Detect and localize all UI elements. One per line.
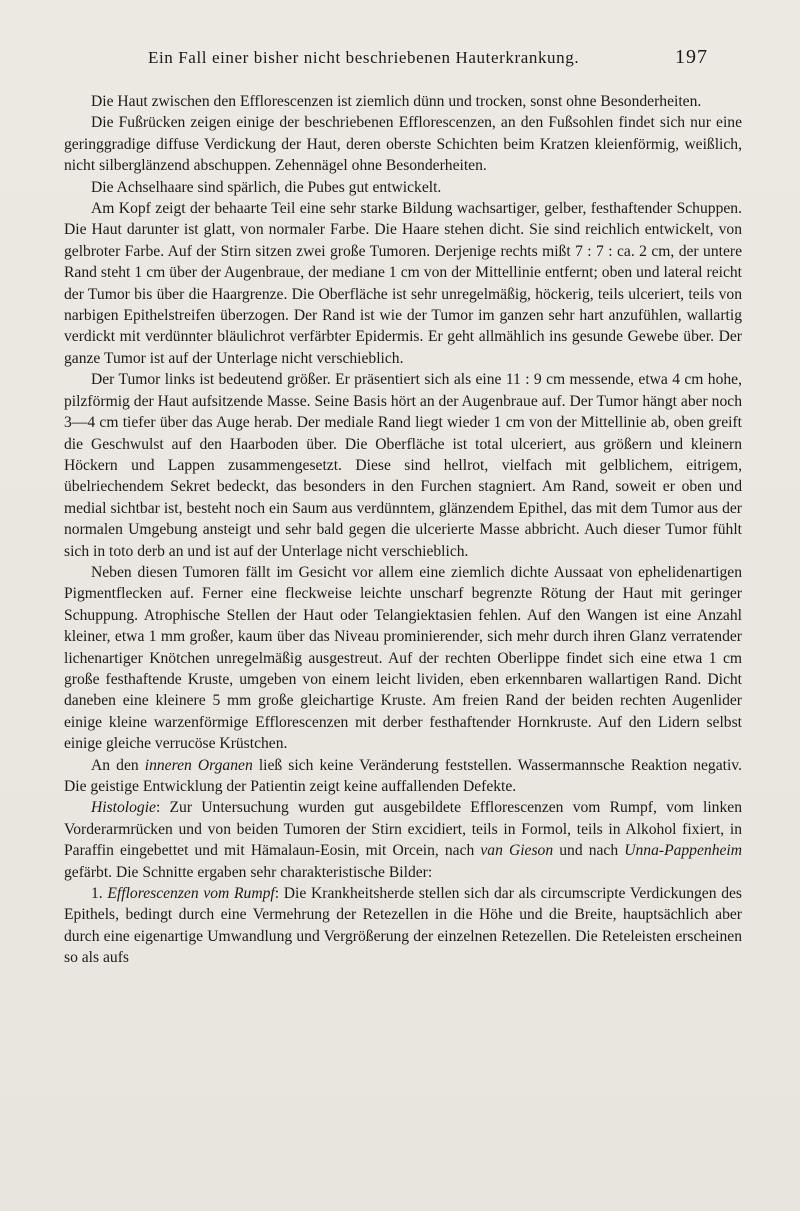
histology-label: Histologie xyxy=(91,799,156,817)
body-text xyxy=(64,91,742,969)
histology-ref-2: Unna-Pappenheim xyxy=(624,842,743,860)
histology-text-1: : Zur Untersuchung wurden gut ausgebildete Efflorescenzen vom Rumpf, vom linken Vorderarmrücken und von beiden Tumoren der Stirn excidiert, teils in Formol, teils in Alkohol fixiert, in Paraffin eingebettet und mit Hämalaun-Eosin, mit Orcein, nach xyxy=(64,799,742,860)
paragraph-left-tumor: Der Tumor links ist bedeutend größer. Er präsentiert sich als eine 11 : 9 cm messende, etwa 4 cm hohe, pilzförmig der Haut aufsitzende Masse. Seine Basis hört an der Augenbraue auf. Der Tumor hängt aber noch 3—4 cm tiefer über das Auge herab. Der mediale Rand liegt wieder 1 cm von der Mittellinie ab, oben greift die Geschwulst auf den Haarboden über. Die Oberfläche ist total ulceriert, aus größern und kleinern Höckern und Lappen zusammengesetzt. Diese sind hellrot, vielfach mit gelblichem, eitrigem, übelriechendem Sekret bedeckt, das besonders in den Furchen stagniert. Am Rand, soweit er oben und medial sichtbar ist, besteht noch ein Saum aus verdünntem, glänzendem Epithel, das mit dem Tumor aus der normalen Umgebung ansteigt und sehr bald gegen die ulcerierte Masse abbricht. Auch dieser Tumor fühlt sich in toto derb an und ist auf der Unterlage nicht verschieblich. xyxy=(64,371,742,560)
organs-before: An den xyxy=(91,756,145,774)
running-title: Ein Fall einer bisher nicht beschriebenen Hauterkrankung. xyxy=(148,48,580,67)
organs-emphasis: inneren Organen xyxy=(144,756,253,774)
running-head xyxy=(148,46,708,76)
paragraph-finding-1 xyxy=(64,883,742,969)
finding-text: : Die Krankheitsherde stellen sich dar als circumscripte Verdickungen des Epithels, bedingt durch eine Vermehrung der Retezellen in die Höhe und die Breite, hauptsächlich aber durch eine eigenartige Umwandlung und Vergrößerung der einzelnen Retezellen. Die Reteleisten erscheinen so als aufs xyxy=(64,885,742,967)
paragraph-skin: Die Haut zwischen den Efflorescenzen ist ziemlich dünn und trocken, sonst ohne Besonderheiten. xyxy=(91,93,702,110)
page-number: 197 xyxy=(675,46,708,68)
histology-text-2: und nach xyxy=(553,842,625,860)
paragraph-feet: Die Fußrücken zeigen einige der beschriebenen Efflorescenzen, an den Fußsohlen findet sich nur eine geringgradige diffuse Verdickung der Haut, deren oberste Schichten beim Kratzen kleienförmig, weißlich, nicht silberglänzend abschuppen. Zehennägel ohne Besonderheiten. xyxy=(64,114,742,175)
paragraph-head-tumors: Am Kopf zeigt der behaarte Teil eine sehr starke Bildung wachsartiger, gelber, festhaftender Schuppen. Die Haut darunter ist glatt, von normaler Farbe. Die Haare stehen dicht. Sie sind reichlich entwickelt, von gelbroter Farbe. Auf der Stirn sitzen zwei große Tumoren. Derjenige rechts mißt 7 : 7 : ca. 2 cm, der untere Rand steht 1 cm über der Augenbraue, der mediane 1 cm von der Mittellinie entfernt; oben und lateral reicht der Tumor bis über die Haargrenze. Die Oberfläche ist sehr unregelmäßig, höckerig, teils ulceriert, teils von narbigen Epithelstreifen überzogen. Der Rand ist wie der Tumor im ganzen sehr hart anzufühlen, wallartig verdickt mit verdünnter bläulichrot verfärbter Epidermis. Er geht allmählich ins gesunde Gewebe über. Der ganze Tumor ist auf der Unterlage nicht verschieblich. xyxy=(64,200,742,367)
histology-text-3: gefärbt. Die Schnitte ergaben sehr charakteristische Bilder: xyxy=(64,863,433,881)
paragraph-hair: Die Achselhaare sind spärlich, die Pubes gut entwickelt. xyxy=(91,178,442,196)
histology-ref-1: van Gieson xyxy=(480,842,554,860)
finding-number: 1. xyxy=(91,885,108,903)
paragraph-internal-organs xyxy=(64,755,742,798)
organs-after: ließ sich keine Veränderung feststellen. Wassermannsche Reaktion negativ. Die geistige Entwicklung der Patientin zeigt keine auffallenden Defekte. xyxy=(64,756,742,795)
finding-label: Efflorescenzen vom Rumpf xyxy=(107,885,275,903)
paragraph-face: Neben diesen Tumoren fällt im Gesicht vor allem eine ziemlich dichte Aussaat von ephelidenartigen Pigmentflecken auf. Ferner eine fleckweise leichte unscharf begrenzte Rötung der Haut mit geringer Schuppung. Atrophische Stellen der Haut oder Telangiektasien fehlen. Auf den Wangen ist eine Anzahl kleiner, etwa 1 mm großer, kaum über das Niveau prominierender, sich mehr durch ihren Glanz verratender lichenartiger Knötchen unregelmäßig ausgestreut. Auf der rechten Oberlippe findet sich eine etwa 1 cm große festhaftende Kruste, umgeben von einem leicht lividen, eben erkennbaren wallartigen Rand. Dicht daneben eine kleinere 5 mm große gleichartige Kruste. Am freien Rand der beiden rechten Augenlider einige kleine warzenförmige Efflorescenzen mit derber festhaftender Hornkruste. Auf den Lidern selbst einige gleiche verrucöse Krüstchen. xyxy=(64,563,742,753)
paragraph-histology xyxy=(64,797,742,883)
